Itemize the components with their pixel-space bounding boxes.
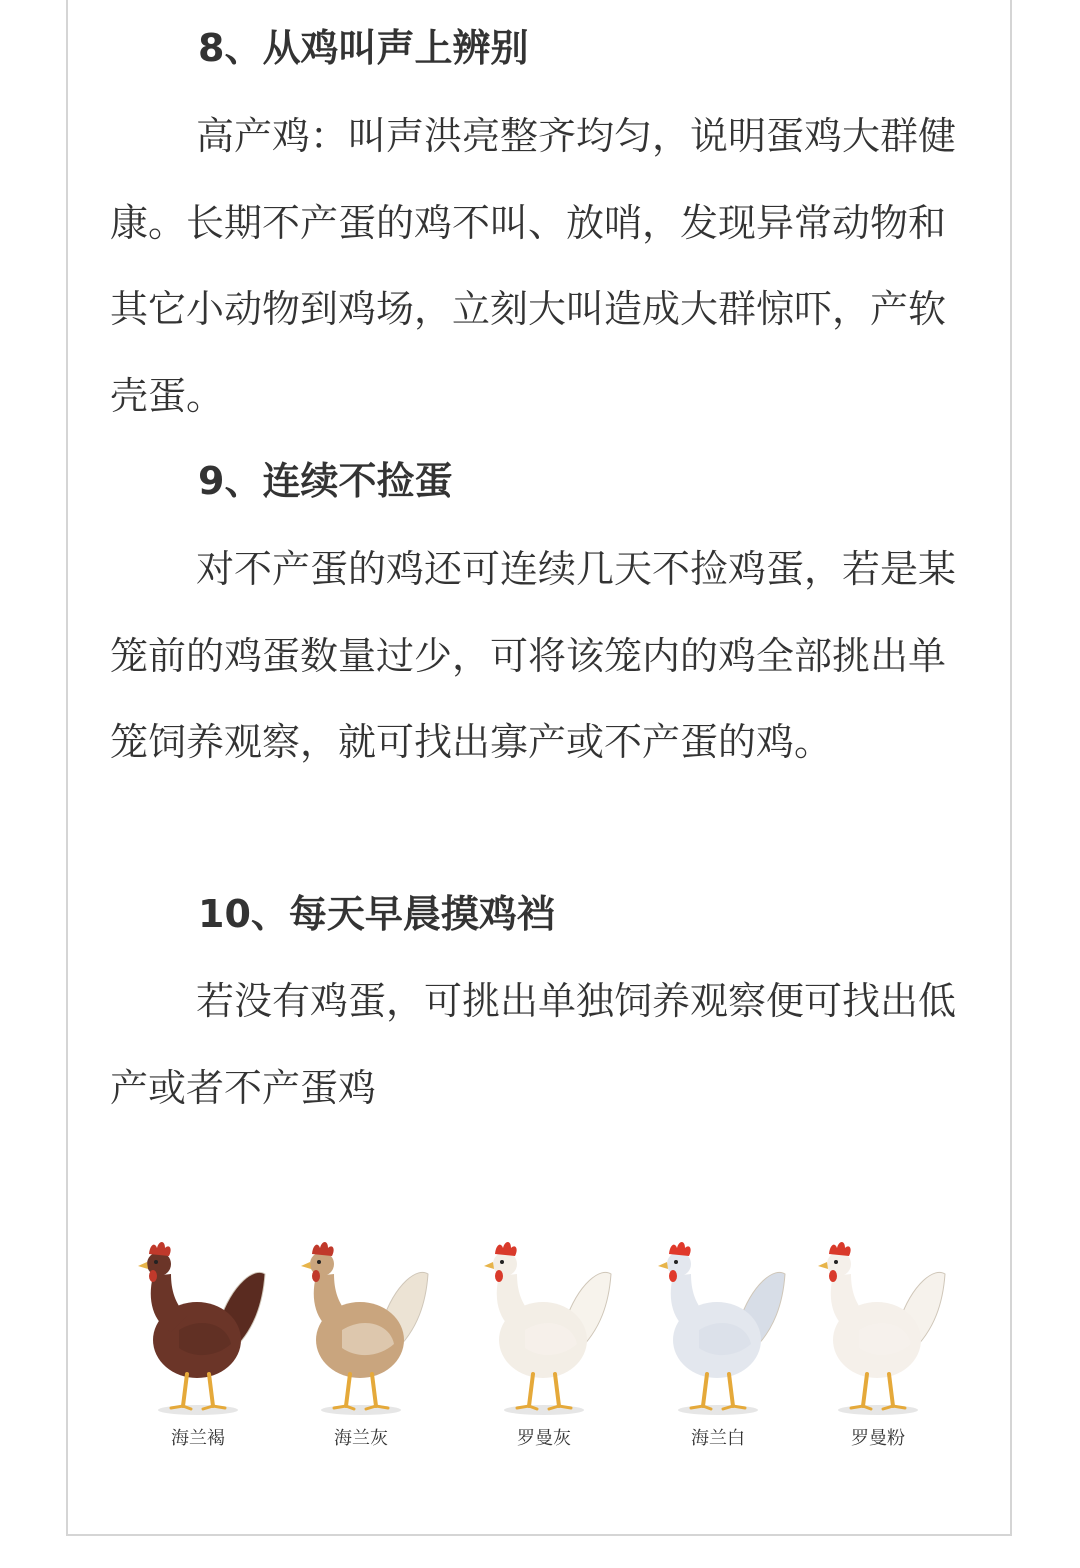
eye [154,1260,158,1264]
section-heading: 8、从鸡叫声上辨别 [198,26,529,70]
section-heading: 9、连续不捡蛋 [198,459,453,503]
hen-illustration [286,1212,436,1422]
chicken-breed [123,1212,273,1462]
section-paragraph: 高产鸡：叫声洪亮整齐均匀，说明蛋鸡大群健康。长期不产蛋的鸡不叫、放哨，发现异常动物和其它小动物到鸡场，立刻大叫造成大群惊吓，产软壳蛋。 [110,114,957,419]
beak [138,1262,148,1269]
breed-caption: 海兰灰 [334,1428,388,1449]
breed-caption: 海兰褐 [171,1428,225,1449]
shadow [158,1405,238,1415]
shadow [838,1405,918,1415]
beak [818,1262,828,1269]
chicken-breed [643,1212,793,1462]
legs [346,1374,376,1406]
hen-illustration [123,1212,273,1422]
breed-caption: 罗曼灰 [517,1428,571,1449]
beak [301,1262,311,1269]
comb [829,1242,851,1256]
section-paragraph: 若没有鸡蛋，可挑出单独饲养观察便可找出低产或者不产蛋鸡 [110,979,957,1110]
chicken-breed [803,1212,953,1462]
chicken-breed [286,1212,436,1462]
eye [500,1260,504,1264]
wattle [669,1270,677,1282]
comb [149,1242,171,1256]
legs [863,1374,893,1406]
wattle [829,1270,837,1282]
hen-illustration [803,1212,953,1422]
beak [658,1262,668,1269]
shadow [321,1405,401,1415]
shadow [678,1405,758,1415]
breed-caption: 罗曼粉 [851,1428,905,1449]
shadow [504,1405,584,1415]
legs [529,1374,559,1406]
comb [669,1242,691,1256]
article-page [66,0,1012,1536]
wattle [312,1270,320,1282]
breed-caption: 海兰白 [691,1428,745,1449]
comb [495,1242,517,1256]
wattle [495,1270,503,1282]
section-paragraph: 对不产蛋的鸡还可连续几天不捡鸡蛋，若是某笼前的鸡蛋数量过少，可将该笼内的鸡全部挑出单笼饲养观察，就可找出寡产或不产蛋的鸡。 [110,547,957,765]
wattle [149,1270,157,1282]
eye [674,1260,678,1264]
legs [183,1374,213,1406]
hen-illustration [469,1212,619,1422]
section-heading: 10、每天早晨摸鸡裆 [198,892,555,936]
chicken-breeds-image [68,1212,1010,1462]
beak [484,1262,494,1269]
eye [317,1260,321,1264]
chicken-breed [469,1212,619,1462]
comb [312,1242,334,1256]
eye [834,1260,838,1264]
legs [703,1374,733,1406]
hen-illustration [643,1212,793,1422]
